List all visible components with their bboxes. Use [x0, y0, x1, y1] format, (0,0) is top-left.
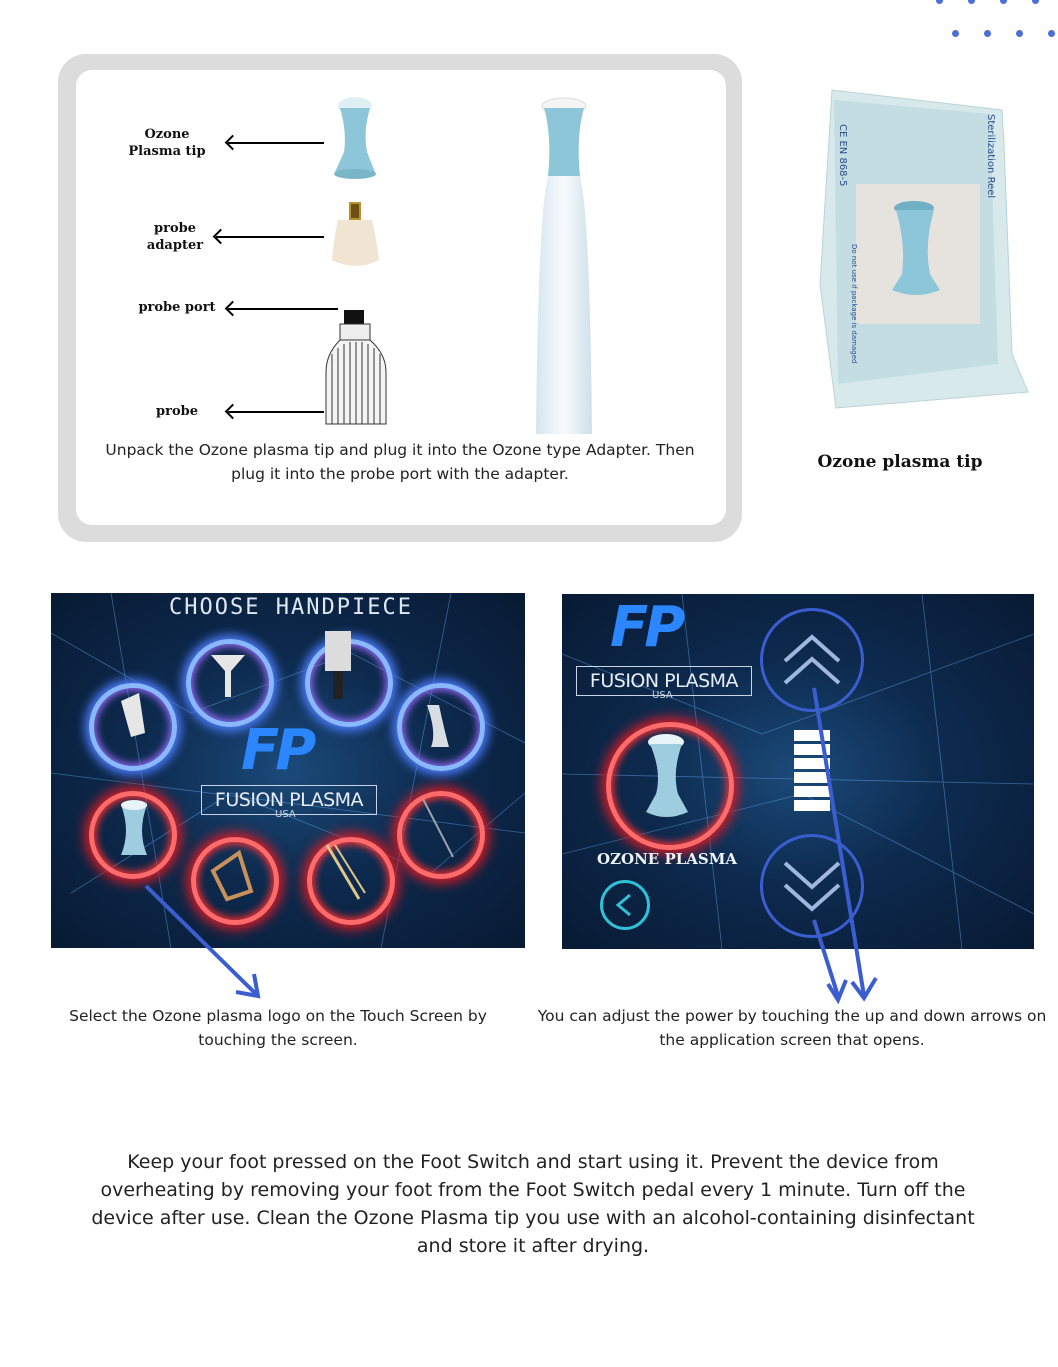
decorative-dots: [918, 0, 1058, 50]
wire-tip-icon: [423, 799, 453, 857]
back-button[interactable]: [600, 880, 650, 930]
svg-text:CE EN 868-5: CE EN 868-5: [837, 124, 848, 187]
left-screen-caption: Select the Ozone plasma logo on the Touch Screen by touching the screen.: [69, 1007, 487, 1049]
brand-sub: USA: [275, 809, 296, 820]
arrow-ozone-tip: [228, 142, 324, 144]
ozone-tip-icon-large: [636, 732, 696, 822]
component-illustrations: [322, 92, 392, 432]
mode-label: OZONE PLASMA: [597, 850, 737, 868]
arrow-probe: [228, 411, 324, 413]
brand-name: FUSION PLASMA: [201, 785, 377, 815]
flat-probe-icon: [121, 693, 145, 737]
probe-tip-icon: [211, 655, 245, 697]
brand-sub-right: USA: [652, 690, 673, 701]
narrow-tip-icon: [427, 705, 449, 747]
pointer-arrows-right: [800, 680, 890, 1010]
right-screen-caption: You can adjust the power by touching the up and down arrows on the application screen that opens.: [537, 1007, 1047, 1049]
needle-tip-icon: [327, 845, 359, 899]
label-ozone-tip: Ozone Plasma tip: [128, 127, 206, 159]
package-caption: Ozone plasma tip: [817, 452, 983, 472]
label-probe: probe: [156, 404, 198, 419]
label-probe-adapter: probe adapter: [146, 221, 204, 253]
fp-logo-right: FP: [610, 595, 682, 660]
usage-instructions: Keep your foot pressed on the Foot Switch and start using it. Prevent the device from overheating by removing your foot from the Foot Switch pedal every 1 minute. Turn off the device after use. Clean the Ozone Plasma tip you use with an alcohol-containing disinfectant and store it after drying.: [91, 1151, 975, 1257]
screen-header: CHOOSE HANDPIECE: [169, 595, 413, 620]
ozone-plasma-screen: [562, 594, 1034, 949]
ozone-tip-icon: [121, 805, 147, 855]
label-probe-port: probe port: [138, 300, 216, 315]
chevron-left-icon: [603, 883, 647, 927]
ozone-tip-image: [334, 97, 376, 179]
comb-probe-icon: [325, 631, 351, 671]
fp-logo: FP: [241, 718, 313, 783]
choose-handpiece-screen: [51, 593, 525, 948]
assembly-caption: Unpack the Ozone plasma tip and plug it into the Ozone type Adapter. Then plug it into the probe port with the adapter.: [105, 441, 695, 483]
assembled-handpiece-image: [522, 96, 612, 436]
brand-name-right: FUSION PLASMA: [576, 666, 752, 696]
probe-adapter-image: [332, 202, 379, 266]
arrow-probe-adapter: [216, 236, 324, 238]
probe-image: [326, 310, 386, 424]
svg-text:Sterilization Reel: Sterilization Reel: [985, 114, 996, 199]
sterile-package-photo: [812, 84, 1042, 414]
pointer-arrow-left: [140, 880, 270, 1004]
svg-text:Do not use if package is damag: Do not use if package is damaged: [850, 244, 858, 364]
